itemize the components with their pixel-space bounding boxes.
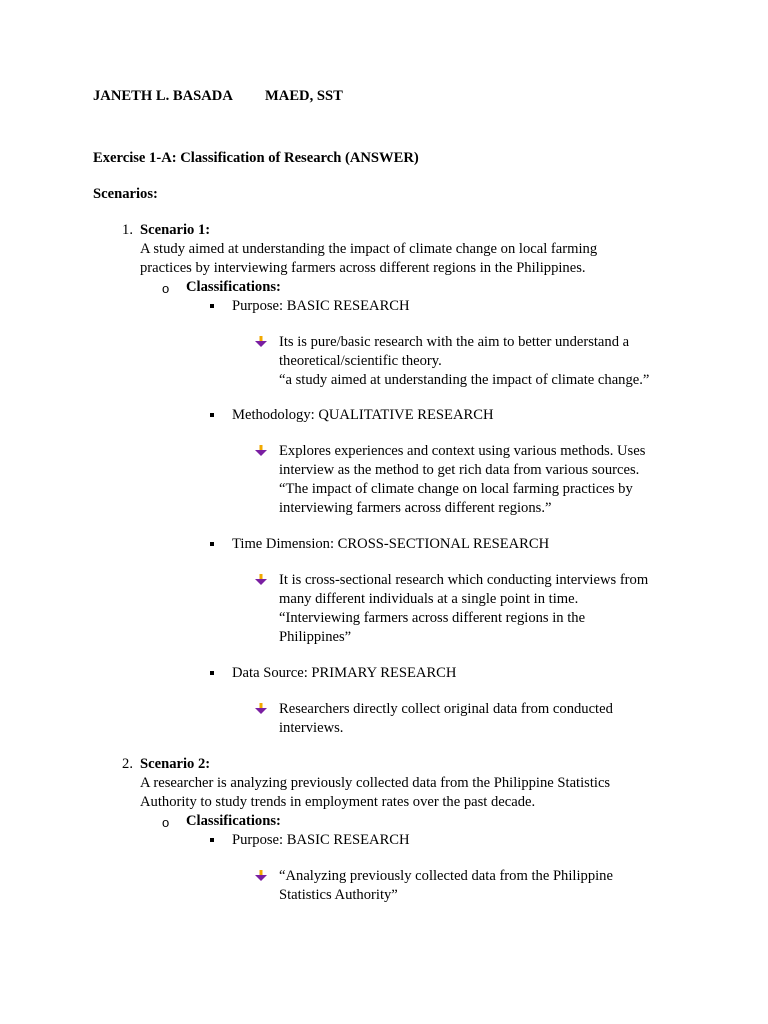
scenario-2-purpose-line2: Statistics Authority” [279, 887, 398, 903]
author-name: JANETH L. BASADA [93, 88, 233, 104]
arrow-down-icon [255, 703, 267, 715]
scenario-1-purpose-line1: Its is pure/basic research with the aim to better understand a [279, 334, 630, 350]
scenario-1-methodology-line2: interview as the method to get rich data from various sources. [279, 462, 640, 478]
scenario-1-desc-line1: A study aimed at understanding the impact of climate change on local farming [140, 241, 598, 257]
scenario-1-time-dimension-line1: It is cross-sectional research which conducting interviews from [279, 572, 649, 588]
square-bullet-icon [210, 542, 214, 546]
scenario-1-purpose-line2: theoretical/scientific theory. [279, 353, 442, 369]
arrow-down-icon [255, 336, 267, 348]
scenario-1-time-dimension-line2: many different individuals at a single point in time. [279, 591, 579, 607]
author-credentials: MAED, SST [265, 88, 343, 104]
scenario-1-time-dimension-label: Time Dimension: CROSS-SECTIONAL RESEARCH [232, 536, 550, 552]
scenario-1-time-dimension-line4: Philippines” [279, 629, 352, 645]
scenario-1-methodology-line4: interviewing farmers across different regions.” [279, 500, 552, 516]
scenario-2-purpose-label: Purpose: BASIC RESEARCH [232, 832, 410, 848]
scenario-1-methodology-label: Methodology: QUALITATIVE RESEARCH [232, 407, 494, 423]
scenario-1-purpose-line3: “a study aimed at understanding the impact of climate change.” [279, 372, 650, 388]
scenario-1-purpose-label: Purpose: BASIC RESEARCH [232, 298, 410, 314]
scenario-1-classifications-label: Classifications: [186, 279, 281, 295]
scenario-1-methodology-line1: Explores experiences and context using various methods. Uses [279, 443, 646, 459]
square-bullet-icon [210, 671, 214, 675]
scenarios-heading: Scenarios: [93, 186, 158, 202]
arrow-down-icon [255, 445, 267, 457]
scenario-2-number: 2. [122, 756, 133, 772]
scenario-2-desc-line2: Authority to study trends in employment rates over the past decade. [140, 794, 536, 810]
circle-bullet-icon: o [162, 281, 170, 296]
square-bullet-icon [210, 413, 214, 417]
scenario-2-purpose-line1: “Analyzing previously collected data from the Philippine [279, 868, 613, 884]
arrow-down-icon [255, 574, 267, 586]
scenario-1-data-source-line2: interviews. [279, 720, 344, 736]
scenario-2-desc-line1: A researcher is analyzing previously collected data from the Philippine Statistics [140, 775, 611, 791]
scenario-1-time-dimension-line3: “Interviewing farmers across different regions in the [279, 610, 586, 626]
square-bullet-icon [210, 838, 214, 842]
scenario-1-methodology-line3: “The impact of climate change on local farming practices by [279, 481, 633, 497]
scenario-1-data-source-label: Data Source: PRIMARY RESEARCH [232, 665, 457, 681]
exercise-title: Exercise 1-A: Classification of Research (ANSWER) [93, 150, 419, 166]
circle-bullet-icon: o [162, 815, 170, 830]
scenario-1-number: 1. [122, 222, 133, 238]
scenario-1-title: Scenario 1: [140, 222, 211, 238]
square-bullet-icon [210, 304, 214, 308]
scenario-2-title: Scenario 2: [140, 756, 211, 772]
scenario-1-data-source-line1: Researchers directly collect original data from conducted [279, 701, 613, 717]
arrow-down-icon [255, 870, 267, 882]
scenario-2-classifications-label: Classifications: [186, 813, 281, 829]
scenario-1-desc-line2: practices by interviewing farmers across different regions in the Philippines. [140, 260, 586, 276]
